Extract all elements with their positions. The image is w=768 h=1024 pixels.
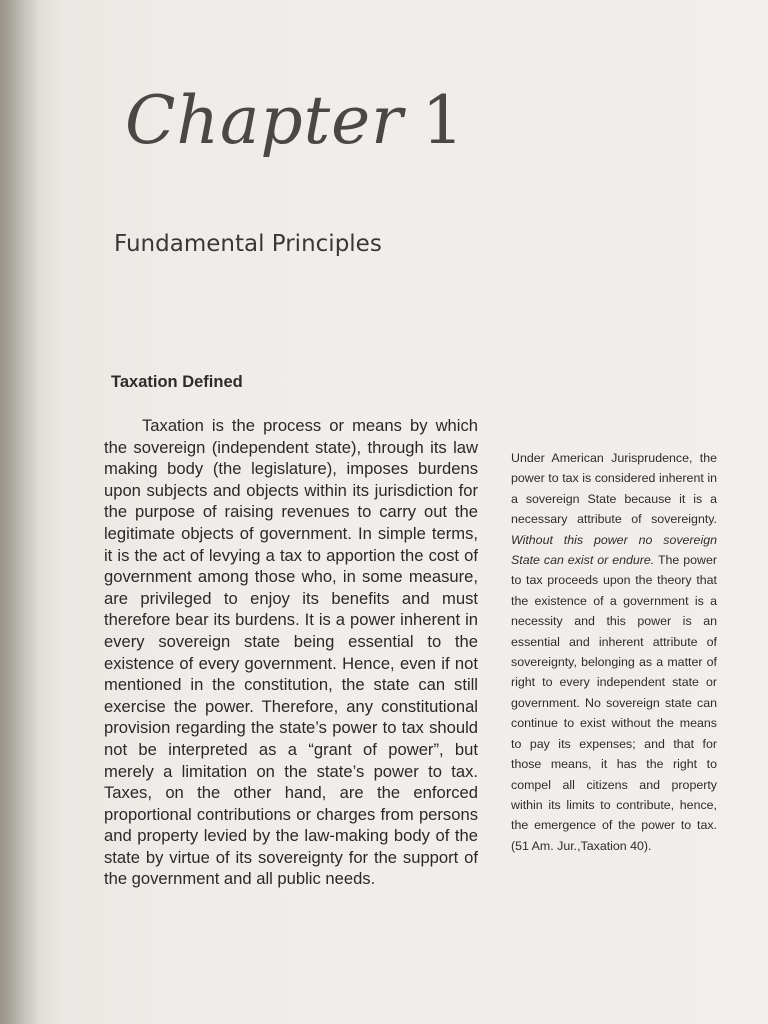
section-title: Taxation Defined <box>111 373 243 391</box>
chapter-number: 1 <box>421 82 465 159</box>
main-body-paragraph: Taxation is the process or means by which the sovereign (independent state), through its law making body (the legislature), imposes burdens upon subjects and objects within its jurisdiction for the purpose of raising revenues to carry out the legitimate objects of government. In simple terms, it is the act of levying a tax to apportion the cost of government among those who, in some measure, are privileged to enjoy its benefits and must therefore bear its burdens. It is a power inherent in every sovereign state being essential to the existence of every government. Hence, even if not mentioned in the constitution, the state can still exercise the power. Therefore, any constitutional provision regarding the state’s power to tax should not be interpreted as a “grant of power”, but merely a limitation on the state’s power to tax. Taxes, on the other hand, are the enforced proportional contributions or charges from persons and property levied by the law-making body of the state by virtue of its sovereignty for the support of the government and all public needs. <box>104 416 478 889</box>
side-note-text-2: The power to tax proceeds upon the theory that the existence of a government is a necessity and this power is an essential and inherent attribute of sovereignty, belonging as a matter of right to every independent state or government. No sovereign state can continue to exist without the means to pay its expenses; and that for those means, it has the right to compel all citizens and property within its limits to contribute, hence, the emergence of the power to tax. (51 Am. Jur.,Taxation 40). <box>511 553 717 853</box>
chapter-heading <box>125 82 465 159</box>
chapter-title: Fundamental Principles <box>114 231 382 257</box>
page-binding-shadow <box>0 0 40 1024</box>
side-note-text-1: Under American Jurisprudence, the power to tax is considered inherent in a sovereign State because it is a necessary attribute of sovereignty. <box>511 451 717 527</box>
side-note-italic: Without this power no sovereign State can exist or endure. <box>511 532 717 568</box>
chapter-word: Chapter <box>125 82 404 159</box>
side-note <box>511 448 717 856</box>
